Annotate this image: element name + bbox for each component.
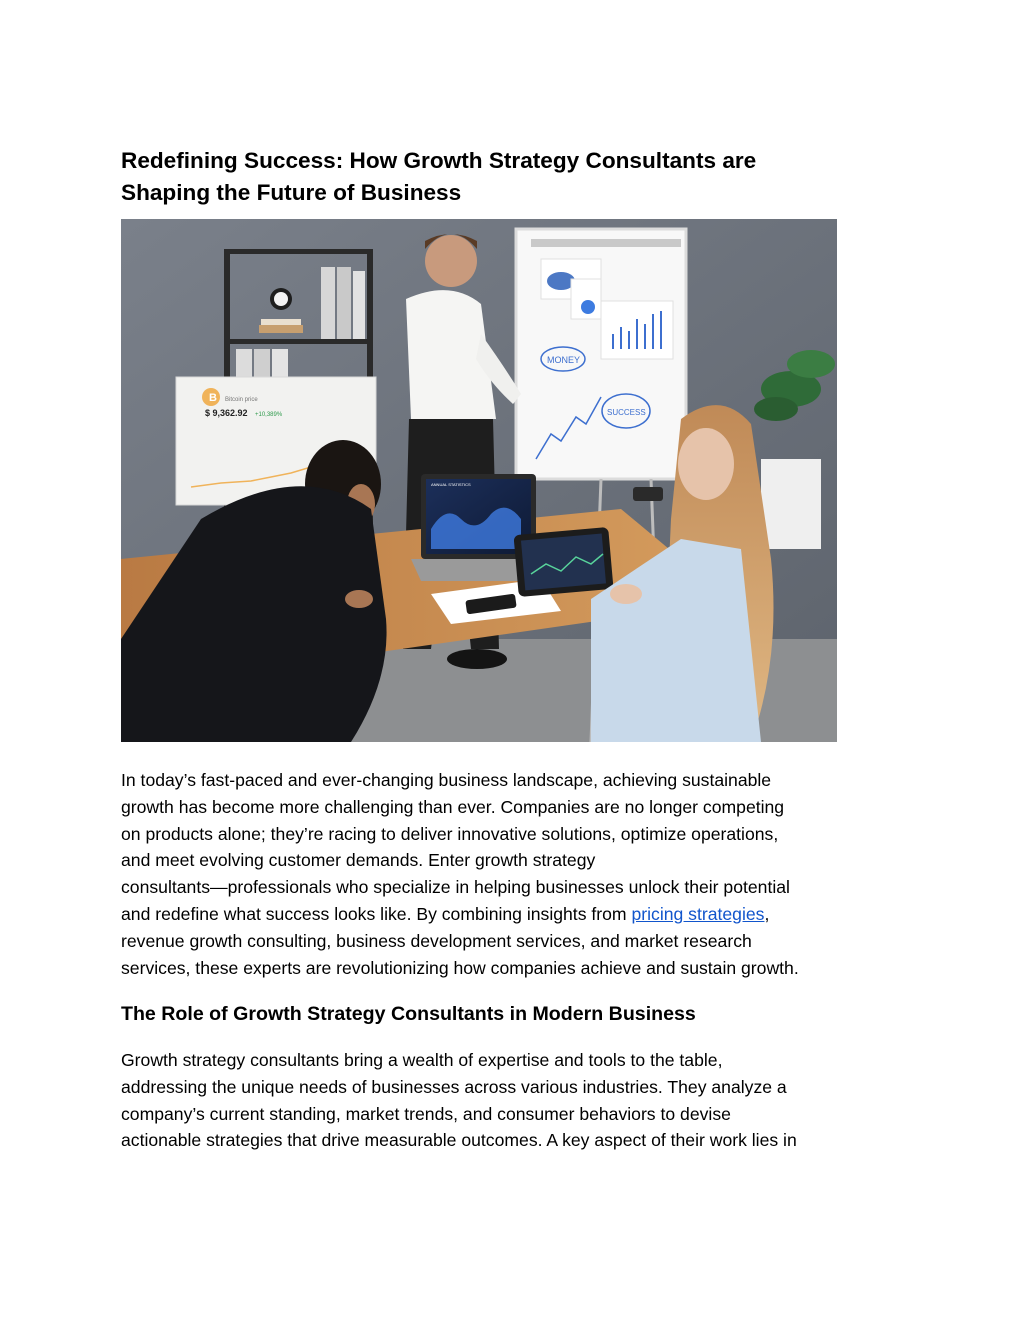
title-line-1: Redefining Success: How Growth Strategy Consultants are (121, 148, 757, 173)
p1-line-8: services, these experts are revolutionizing how companies achieve and sustain growth. (121, 957, 799, 978)
tablet (513, 527, 613, 597)
article-title (121, 145, 901, 209)
p1-line-6-comma: , (764, 903, 770, 924)
monitor-change: +10,389% (255, 412, 283, 418)
whiteboard-word-money: MONEY (547, 355, 581, 365)
section-heading: The Role of Growth Strategy Consultants in Modern Business (121, 1003, 696, 1025)
p1-line-3: on products alone; they’re racing to deliver innovative solutions, optimize operations, (121, 823, 779, 844)
monitor-value: $ 9,362.92 (205, 408, 248, 418)
intro-paragraph (121, 767, 911, 981)
p1-line-2: growth has become more challenging than ever. Companies are no longer competing (121, 796, 785, 817)
pricing-strategies-link[interactable]: pricing strategies (631, 903, 765, 924)
svg-text:B: B (209, 392, 217, 404)
monitor-label: Bitcoin price (225, 397, 258, 403)
role-paragraph (121, 1047, 911, 1154)
p2-line-2: addressing the unique needs of businesses across various industries. They analyze a (121, 1076, 787, 1097)
p2-line-3: company’s current standing, market trends, and consumer behaviors to devise (121, 1103, 731, 1124)
p2-line-1: Growth strategy consultants bring a wealth of expertise and tools to the table, (121, 1050, 723, 1070)
p1-line-6-text: and redefine what success looks like. By combining insights from (121, 903, 632, 924)
title-line-2: Shaping the Future of Business (121, 180, 462, 205)
laptop-chart-label: ANNUAL STATISTICS (431, 482, 471, 487)
p1-line-4: and meet evolving customer demands. Enter growth strategy (121, 850, 596, 871)
p1-line-5: consultants—professionals who specialize in helping businesses unlock their potential (121, 877, 790, 898)
p2-line-4: actionable strategies that drive measurable outcomes. A key aspect of their work lies in (121, 1130, 797, 1151)
whiteboard-word-success: SUCCESS (607, 408, 646, 417)
p1-line-1: In today’s fast-paced and ever-changing business landscape, achieving sustainable (121, 770, 772, 790)
hero-photo (121, 219, 837, 742)
p1-line-7: revenue growth consulting, business development services, and market research (121, 930, 752, 951)
